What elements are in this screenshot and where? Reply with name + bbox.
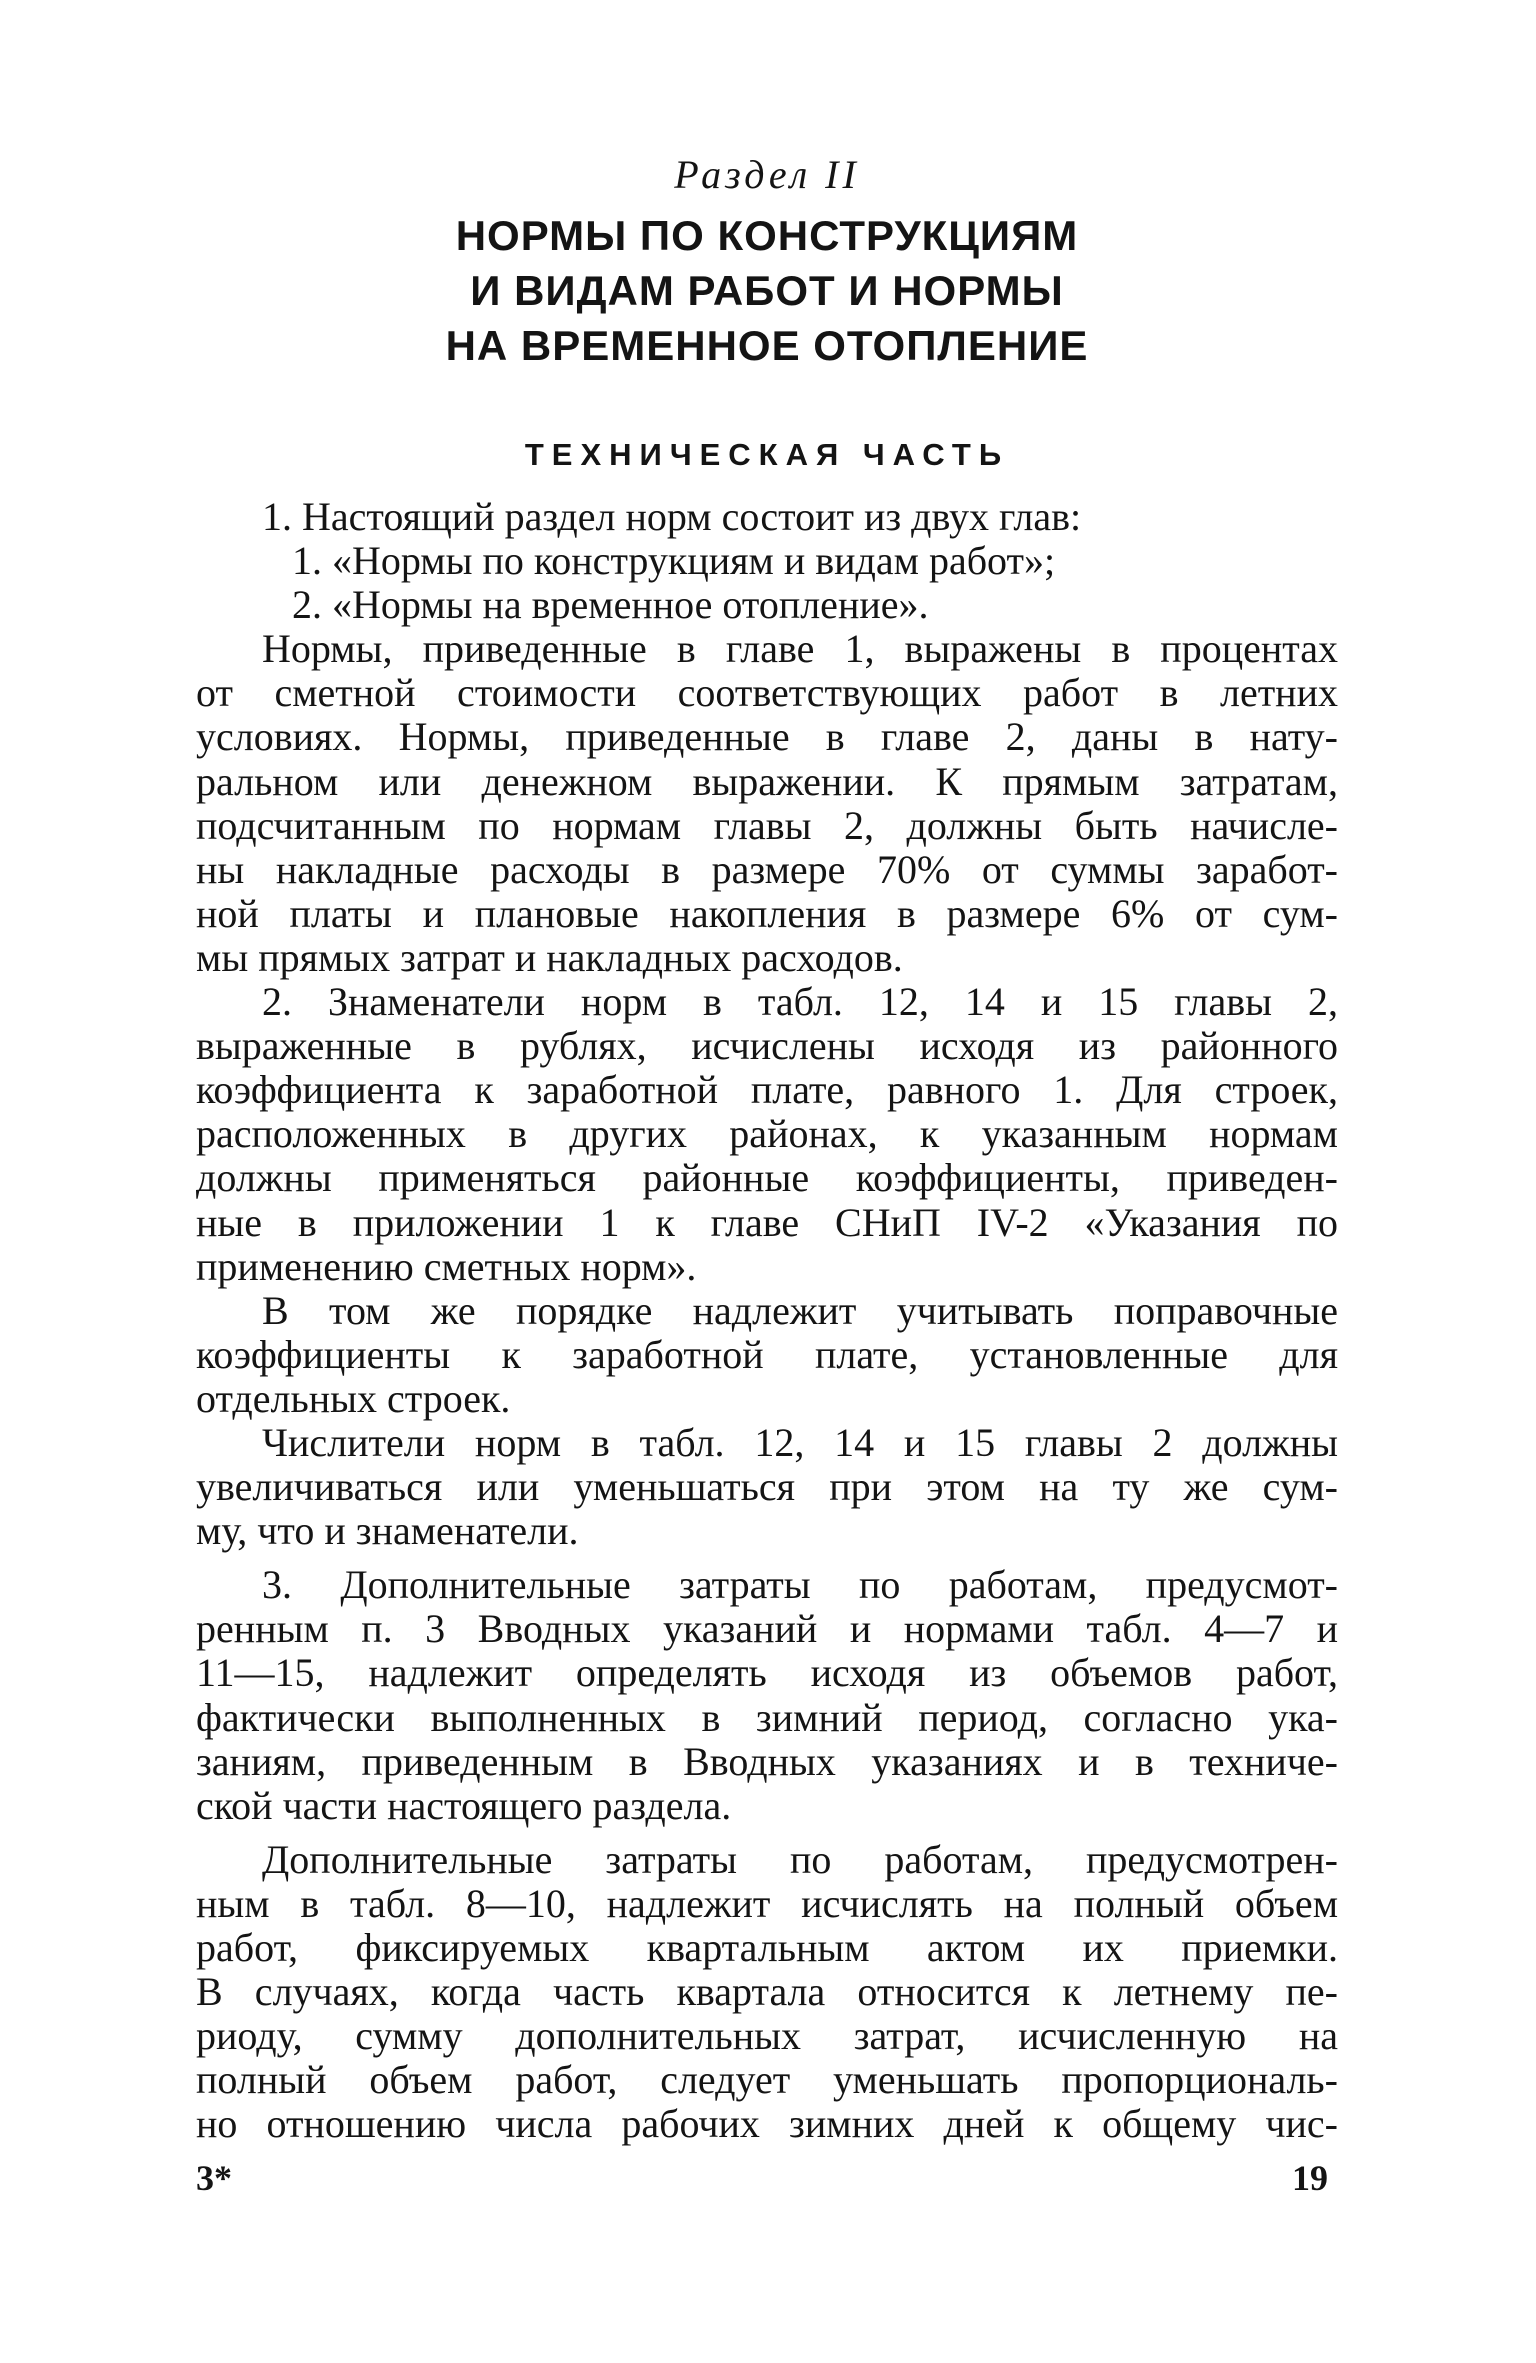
text-line: отдельных строек. bbox=[196, 1375, 511, 1421]
text-line: ской части настоящего раздела. bbox=[196, 1782, 732, 1828]
paragraph-1 bbox=[196, 495, 1338, 627]
text-line: подсчитанным по нормам главы 2, должны быть начисле- bbox=[196, 802, 1338, 848]
text-line: фактически выполненных в зимний период, согласно ука- bbox=[196, 1694, 1338, 1740]
body-text bbox=[196, 495, 1338, 2146]
text-line: заниям, приведенным в Вводных указаниях и в техниче- bbox=[196, 1738, 1338, 1784]
signature-mark: 3* bbox=[196, 2158, 232, 2198]
text-line: ральном или денежном выражении. К прямым затратам, bbox=[196, 758, 1338, 804]
section-title-line: НОРМЫ ПО КОНСТРУКЦИЯМ bbox=[455, 212, 1079, 259]
text-line: Нормы, приведенные в главе 1, выражены в процентах bbox=[262, 626, 1338, 672]
text-line: должны применяться районные коэффициенты, приведен- bbox=[196, 1155, 1338, 1201]
text-line: ной платы и плановые накопления в размере 6% от сум- bbox=[196, 890, 1338, 936]
text-line: мы прямых затрат и накладных расходов. bbox=[196, 934, 903, 980]
page-footer bbox=[196, 2153, 1338, 2203]
text-line: ным в табл. 8—10, надлежит исчислять на полный объем bbox=[196, 1880, 1338, 1926]
text-line: выраженные в рублях, исчислены исходя из районного bbox=[196, 1023, 1338, 1069]
text-column bbox=[196, 148, 1338, 2146]
paragraph-7 bbox=[196, 1838, 1338, 2147]
text-line: коэффициенты к заработной плате, установленные для bbox=[196, 1331, 1338, 1377]
text-line: В том же порядке надлежит учитывать поправочные bbox=[262, 1287, 1338, 1333]
section-label: Раздел II bbox=[674, 152, 860, 197]
section-title-line: И ВИДАМ РАБОТ И НОРМЫ bbox=[470, 267, 1064, 314]
text-line: увеличиваться или уменьшаться при этом на ту же сум- bbox=[196, 1464, 1338, 1510]
paragraph-4 bbox=[196, 1289, 1338, 1421]
page-number: 19 bbox=[1292, 2158, 1328, 2198]
text-line: работ, фиксируемых квартальным актом их приемки. bbox=[196, 1925, 1338, 1970]
text-line: В случаях, когда часть квартала относится к летнему пе- bbox=[196, 1969, 1338, 2015]
text-line: му, что и знаменатели. bbox=[196, 1508, 579, 1554]
list-item: 2. «Нормы на временное отопление». bbox=[292, 582, 929, 628]
text-line: Числители норм в табл. 12, 14 и 15 главы 2 должны bbox=[262, 1419, 1338, 1465]
text-line: условиях. Нормы, приведенные в главе 2, даны в нату- bbox=[196, 714, 1338, 760]
text-line: расположенных в других районах, к указанным нормам bbox=[196, 1111, 1338, 1157]
section-title-line: НА ВРЕМЕННОЕ ОТОПЛЕНИЕ bbox=[445, 322, 1089, 369]
text-line: от сметной стоимости соответствующих работ в летних bbox=[196, 670, 1338, 716]
text-line: 1. Настоящий раздел норм состоит из двух глав: bbox=[262, 494, 1082, 539]
text-line: 11—15, надлежит определять исходя из объемов работ, bbox=[196, 1650, 1338, 1696]
text-line: коэффициента к заработной плате, равного 1. Для строек, bbox=[196, 1067, 1338, 1113]
text-line: применению сметных норм». bbox=[196, 1243, 697, 1289]
paragraph-6 bbox=[196, 1563, 1338, 1828]
text-line: полный объем работ, следует уменьшать пропорциональ- bbox=[196, 2057, 1338, 2103]
section-title bbox=[196, 208, 1338, 373]
text-line: ны накладные расходы в размере 70% от суммы заработ- bbox=[196, 846, 1338, 892]
text-line: Дополнительные затраты по работам, предусмотрен- bbox=[262, 1836, 1338, 1882]
paragraph-5 bbox=[196, 1421, 1338, 1553]
text-line: 3. Дополнительные затраты по работам, предусмот- bbox=[262, 1562, 1338, 1608]
paragraph-3 bbox=[196, 980, 1338, 1289]
text-line: 2. Знаменатели норм в табл. 12, 14 и 15 главы 2, bbox=[262, 979, 1338, 1025]
text-line: риоду, сумму дополнительных затрат, исчисленную на bbox=[196, 2013, 1338, 2059]
subheading: ТЕХНИЧЕСКАЯ ЧАСТЬ bbox=[524, 437, 1010, 472]
text-line: но отношению числа рабочих зимних дней к общему чис- bbox=[196, 2101, 1338, 2147]
text-line: ные в приложении 1 к главе СНиП IV-2 «Указания по bbox=[196, 1199, 1338, 1245]
text-line: ренным п. 3 Вводных указаний и нормами табл. 4—7 и bbox=[196, 1606, 1338, 1652]
list-item: 1. «Нормы по конструкциям и видам работ»; bbox=[292, 538, 1056, 584]
paragraph-2 bbox=[196, 627, 1338, 980]
